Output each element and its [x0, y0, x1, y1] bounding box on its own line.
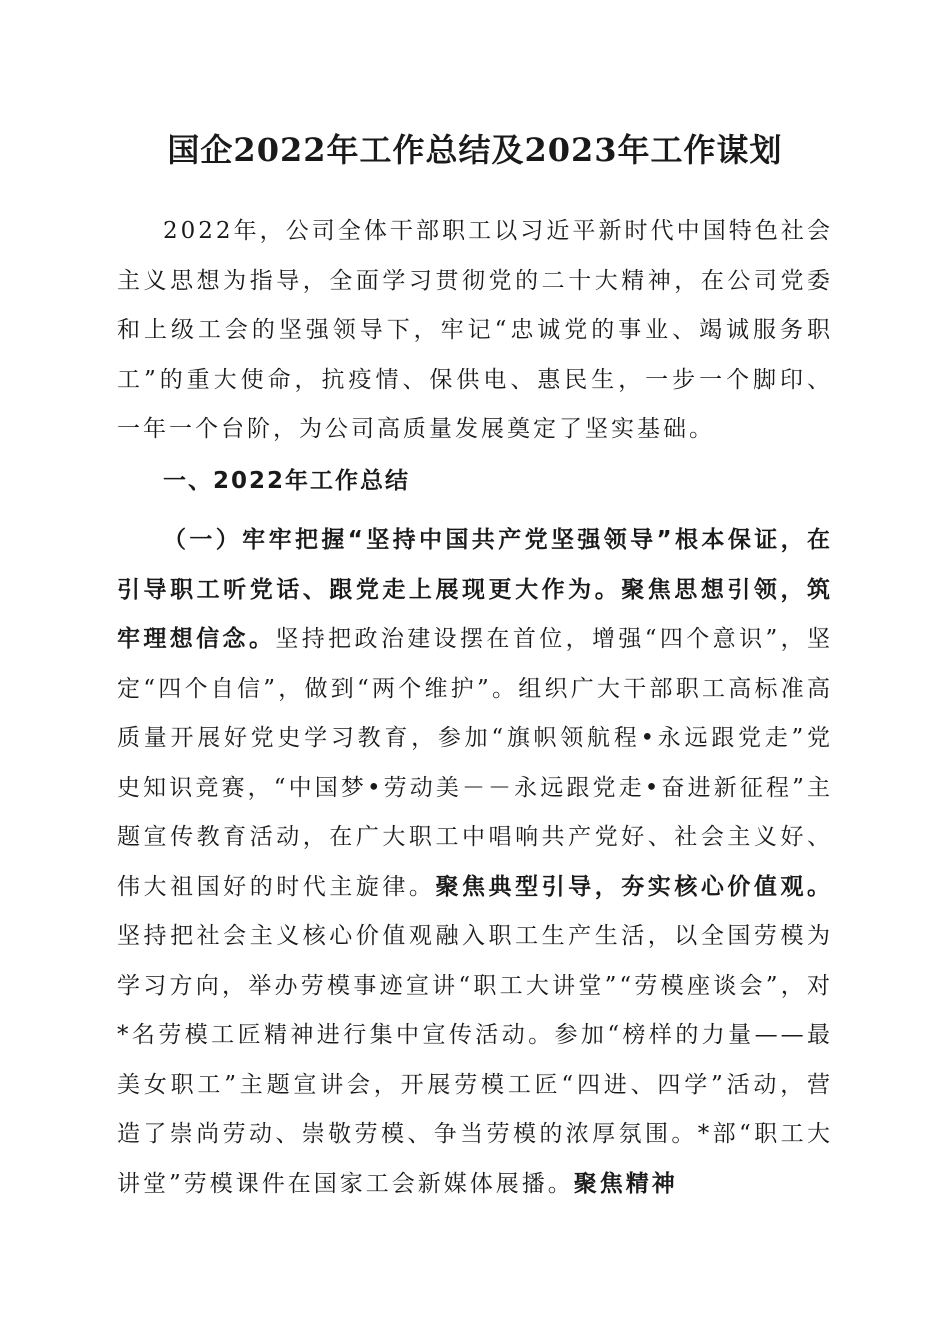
- subpoint-heading-1: 聚焦思想引领，筑牢理想信念。: [117, 576, 834, 652]
- subpoint-text-1: 坚持把政治建设摆在首位，增强“四个意识”，坚定“四个自信”，做到“两个维护”。组织广大干部职工高标准高质量开展好党史学习教育，参加“旗帜领航程•永远跟党走”党史知识竞赛，“中国梦•劳动美－－永远跟党走•奋进新征程”主题宣传教育活动，在广大职工中唱响共产党好、社会主义好、伟大祖国好的时代主旋律。: [117, 626, 833, 900]
- subsection-lead: （一）牢牢把握“坚持中国共产党坚强领导”根本保证，在引导职工听党话、跟党走上展现更大作为。: [117, 527, 833, 603]
- section-heading: 一、2022年工作总结: [163, 468, 411, 494]
- subpoint-heading-3: 聚焦精神: [573, 1170, 678, 1197]
- subpoint-text-2: 坚持把社会主义核心价值观融入职工生产生活，以全国劳模为学习方向，举办劳模事迹宣讲“职工大讲堂”“劳模座谈会”，对*名劳模工匠精神进行集中宣传活动。参加“榜样的力量——最美女职工”主题宣讲会，开展劳模工匠“四进、四学”活动，营造了崇尚劳动、崇敬劳模、争当劳模的浓厚氛围。*部“职工大讲堂”劳模课件在国家工会新媒体展播。: [117, 923, 833, 1197]
- intro-paragraph: 2022年，公司全体干部职工以习近平新时代中国特色社会主义思想为指导，全面学习贯彻党的二十大精神，在公司党委和上级工会的坚强领导下，牢记“忠诚党的事业、竭诚服务职工”的重大使命，抗疫情、保供电、惠民生，一步一个脚印、一年一个台阶，为公司高质量发展奠定了坚实基础。: [117, 218, 833, 442]
- subpoint-heading-2: 聚焦典型引导，夯实核心价值观。: [435, 873, 834, 900]
- section-paragraph: [117, 516, 833, 1209]
- document-title: 国企2022年工作总结及2023年工作谋划: [167, 131, 783, 169]
